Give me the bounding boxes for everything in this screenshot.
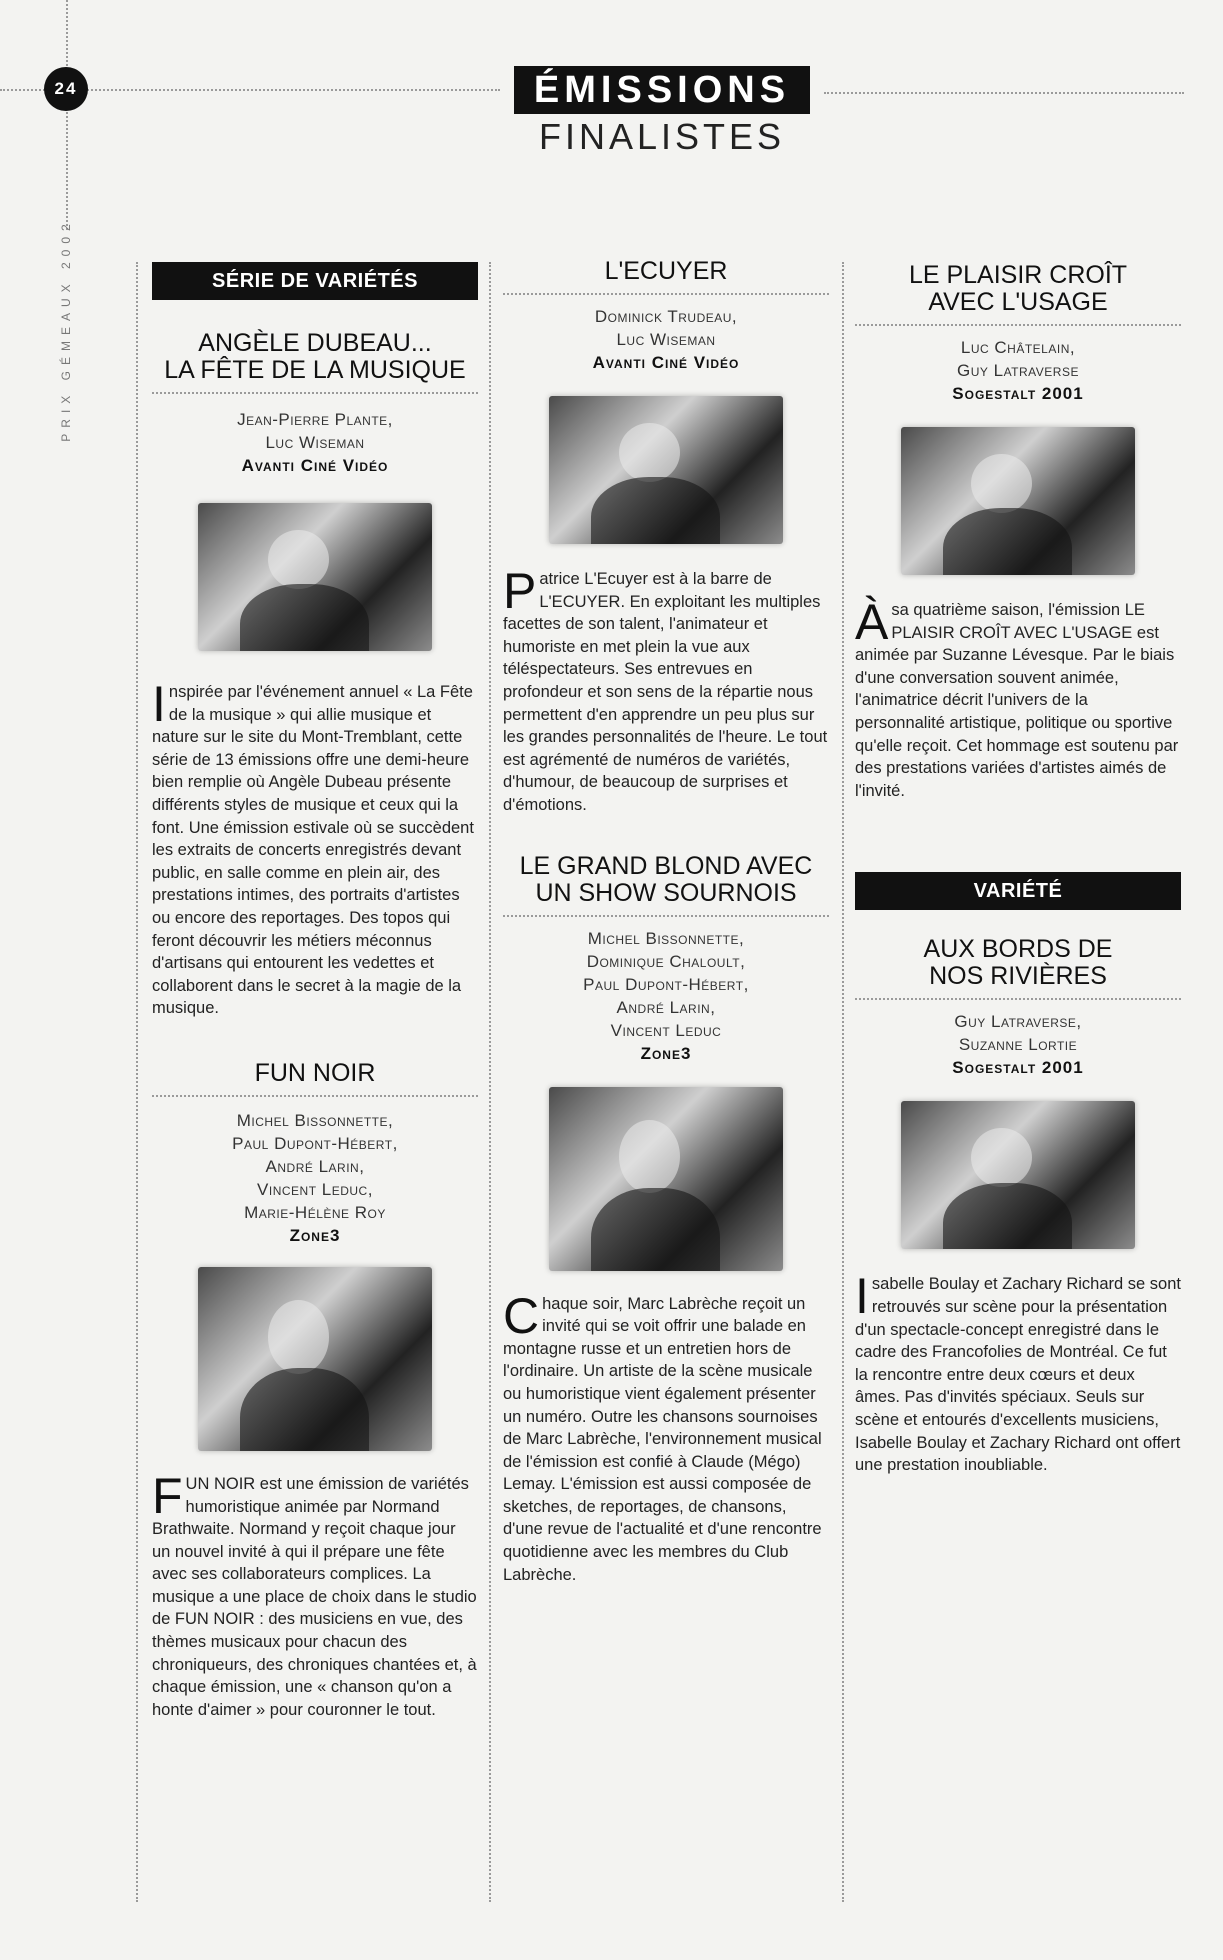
show-card-lecuyer xyxy=(503,258,829,817)
photo-highlight xyxy=(619,1120,680,1194)
description-text: atrice L'Ecuyer est à la barre de L'ECUYER. En exploitant les multiples facettes de son talent, l'animateur et humoriste en met plein la vue aux téléspectateurs. Ses entrevues en profondeur et son sens de la répartie nous permettent d'en apprendre un peu plus sur les grandes personnalités de l'heure. Le tout est agrémenté de numéros de variétés, d'humour, de beaucoup de surprises et d'émotions. xyxy=(503,570,828,814)
show-card-angele-dubeau xyxy=(152,330,478,1020)
title-divider xyxy=(855,998,1181,1000)
credits xyxy=(503,927,829,1065)
page-subtitle: FINALISTES xyxy=(538,116,786,157)
show-title-line-2: UN SHOW SOURNOIS xyxy=(535,878,797,907)
page-number: 24 xyxy=(44,67,88,111)
show-card-aux-bords xyxy=(855,936,1181,1476)
credit-line: Vincent Leduc xyxy=(610,1020,722,1040)
credits xyxy=(152,408,478,477)
photo-shadow xyxy=(943,1183,1072,1250)
credit-line: Michel Bissonnette, xyxy=(587,928,745,948)
show-title xyxy=(855,936,1181,990)
show-description xyxy=(855,594,1181,802)
title-divider xyxy=(503,915,829,917)
show-description xyxy=(503,563,829,817)
credit-line: André Larin, xyxy=(265,1156,365,1176)
show-title-line-1: LE PLAISIR CROÎT xyxy=(908,261,1128,289)
producer-name: Zone3 xyxy=(289,1225,341,1245)
column-2 xyxy=(503,258,829,1586)
show-card-plaisir-croit xyxy=(855,262,1181,802)
show-photo xyxy=(198,1267,432,1451)
description-text: sa quatrième saison, l'émission LE PLAISIR CROÎT AVEC L'USAGE est animée par Suzanne Lévesque. Par le biais d'une conversation souvent animée, l'animatrice décrit l'univers de la personnalité artistique, politique ou sportive qu'elle reçoit. Cet hommage est soutenu par des prestations variées d'artistes aimés de l'invité. xyxy=(855,601,1179,800)
show-card-grand-blond xyxy=(503,853,829,1587)
show-title-line-1: AUX BORDS DE xyxy=(923,935,1113,964)
show-description xyxy=(152,676,478,1020)
show-description xyxy=(855,1268,1181,1476)
title-divider xyxy=(152,1095,478,1097)
page-title: ÉMISSIONS xyxy=(514,66,810,114)
description-text: sabelle Boulay et Zachary Richard se sont retrouvés sur scène pour la présentation d'un spectacle-concept enregistré dans le cadre des Francofolies de Montréal. Ce fut la rencontre entre deux cœurs et deux âmes. Pas d'invités spéciaux. Seuls sur scène et entourés d'excellents musiciens, Isabelle Boulay et Zachary Richard ont offert une prestation inoubliable. xyxy=(855,1275,1181,1475)
show-title: L'ECUYER xyxy=(604,257,728,285)
photo-shadow xyxy=(591,1188,720,1271)
credit-line: Luc Wiseman xyxy=(616,330,716,349)
photo-highlight xyxy=(971,1128,1032,1187)
credit-line: Paul Dupont-Hébert, xyxy=(232,1133,398,1153)
drop-cap: À xyxy=(855,594,889,650)
credits xyxy=(855,1010,1181,1079)
credit-line: Guy Latraverse, xyxy=(954,1012,1082,1032)
producer-name: Sogestalt 2001 xyxy=(952,1058,1084,1078)
photo-shadow xyxy=(591,477,720,544)
show-title-line-1: ANGÈLE DUBEAU... xyxy=(198,329,432,357)
show-title xyxy=(503,853,829,907)
photo-highlight xyxy=(971,454,1032,513)
column-3 xyxy=(855,262,1181,1477)
description-text: nspirée par l'événement annuel « La Fête de la musique » qui allie musique et nature sur le site du Mont-Tremblant, cette série de 13 émissions offre une demi-heure bien remplie où Angèle Dubeau présente différents styles de musique et ceux qui la font. Une émission estivale où se succèdent les extraits de concerts enregistrés devant public, en salle comme en plein air, des prestations intimes, des portraits d'artistes ou encore des reportages. Des topos qui feront découvrir les métiers méconnus d'artisans qui entourent les vedettes et collaborent dans le secret à la magie de la musique. xyxy=(152,683,474,1018)
credit-line: Jean-Pierre Plante, xyxy=(237,410,393,429)
credit-line: Guy Latraverse xyxy=(957,361,1079,380)
show-title xyxy=(152,330,478,384)
column-divider-1 xyxy=(136,262,138,1902)
producer-name: Zone3 xyxy=(640,1043,692,1063)
column-1 xyxy=(152,262,478,1721)
credits xyxy=(503,305,829,374)
drop-cap: F xyxy=(152,1467,183,1524)
show-card-fun-noir xyxy=(152,1060,478,1722)
header-rule-right xyxy=(824,92,1184,94)
title-divider xyxy=(503,293,829,295)
producer-name: Avanti Ciné Vidéo xyxy=(592,353,740,372)
photo-shadow xyxy=(240,1368,369,1451)
show-description xyxy=(152,1467,478,1722)
show-photo xyxy=(549,1087,783,1271)
photo-highlight xyxy=(268,1300,329,1374)
column-divider-3 xyxy=(842,262,844,1902)
show-description xyxy=(503,1287,829,1587)
category-bar-series: SÉRIE DE VARIÉTÉS xyxy=(152,262,478,300)
credits xyxy=(855,336,1181,405)
show-photo xyxy=(549,396,783,544)
credit-line: Suzanne Lortie xyxy=(958,1035,1078,1055)
drop-cap: C xyxy=(503,1287,540,1344)
show-title-line-1: LE GRAND BLOND AVEC xyxy=(519,851,813,880)
credits xyxy=(152,1109,478,1247)
category-bar-variete: VARIÉTÉ xyxy=(855,872,1181,910)
credit-line: Marie-Hélène Roy xyxy=(244,1202,386,1222)
credit-line: Vincent Leduc, xyxy=(257,1179,373,1199)
show-title-line-2: NOS RIVIÈRES xyxy=(929,962,1107,991)
photo-shadow xyxy=(240,584,369,651)
credit-line: André Larin, xyxy=(616,997,716,1017)
photo-shadow xyxy=(943,508,1072,575)
drop-cap: I xyxy=(855,1268,869,1325)
show-photo xyxy=(901,1101,1135,1249)
show-title-line-2: LA FÊTE DE LA MUSIQUE xyxy=(164,356,466,384)
description-text: haque soir, Marc Labrèche reçoit un invité qui se voit offrir une balade en montagne russe et un entretien hors de l'ordinaire. Un artiste de la scène musicale ou humoristique vient également présenter un numéro. Outre les chansons sournoises de Marc Labrèche, l'environnement musical de l'émission est confié à Claude (Mégo) Lemay. L'émission est aussi composée de sketches, de reportages, de chansons, d'une revue de l'actualité et d'une rencontre quotidienne avec les membres du Club Labrèche. xyxy=(503,1294,822,1584)
title-divider xyxy=(855,324,1181,326)
credit-line: Luc Wiseman xyxy=(265,433,365,452)
show-title-line-2: AVEC L'USAGE xyxy=(928,288,1108,316)
title-divider xyxy=(152,392,478,394)
photo-highlight xyxy=(619,423,680,482)
credit-line: Dominique Chaloult, xyxy=(586,951,746,971)
sidebar-publication-label: PRIX GÉMEAUX 2002 xyxy=(59,218,73,442)
credit-line: Luc Châtelain, xyxy=(960,338,1076,357)
show-title xyxy=(855,262,1181,316)
drop-cap: I xyxy=(152,676,166,732)
left-margin-rule xyxy=(66,0,68,230)
column-divider-2 xyxy=(489,262,491,1902)
credit-line: Paul Dupont-Hébert, xyxy=(583,974,749,994)
show-title: FUN NOIR xyxy=(254,1058,376,1087)
producer-name: Avanti Ciné Vidéo xyxy=(241,456,389,475)
photo-highlight xyxy=(268,530,329,589)
show-photo xyxy=(198,503,432,651)
description-text: UN NOIR est une émission de variétés humoristique animée par Normand Brathwaite. Normand y reçoit chaque jour un nouvel invité à qui il prépare une fête avec ses collaborateurs complices. La musique a une place de choix dans le studio de FUN NOIR : des musiciens en vue, des thèmes musicaux pour chacun des chroniqueurs, des chroniques chantées et, à chaque émission, une « chanson qu'on a honte d'aimer » pour couronner le tout. xyxy=(152,1474,477,1719)
credit-line: Michel Bissonnette, xyxy=(236,1110,394,1130)
credit-line: Dominick Trudeau, xyxy=(594,307,738,326)
producer-name: Sogestalt 2001 xyxy=(952,384,1084,403)
drop-cap: P xyxy=(503,563,537,619)
show-photo xyxy=(901,427,1135,575)
